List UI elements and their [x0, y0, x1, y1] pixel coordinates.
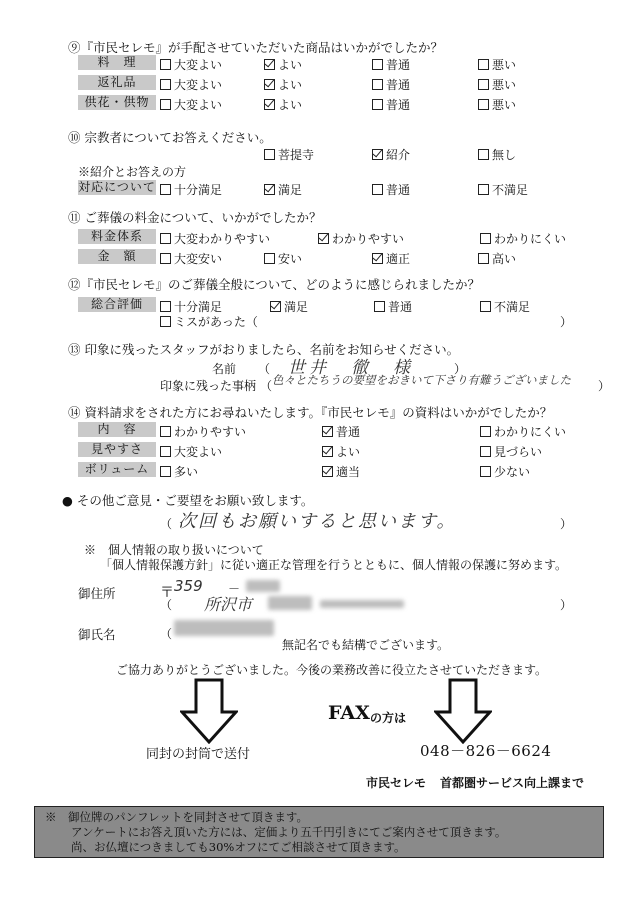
option-label: 紹介 [386, 148, 411, 162]
option-label: 大変わかりやすい [174, 232, 271, 246]
q13-event-label: 印象に残った事柄 [160, 379, 257, 393]
option [160, 56, 222, 73]
option-label: 無し [492, 148, 517, 162]
option [322, 423, 360, 440]
checkbox[interactable] [160, 99, 171, 110]
checkbox[interactable] [264, 253, 275, 264]
redaction [174, 620, 274, 636]
left-send-text: 同封の封筒で送付 [146, 747, 251, 762]
option-label: 普通 [388, 300, 413, 314]
q11-title: ⑪ ご葬儀の料金について、いかがでしたか？ [68, 210, 322, 225]
option-label: わかりにくい [494, 232, 567, 246]
checkbox-checked[interactable] [322, 426, 333, 437]
option [372, 76, 410, 93]
option [478, 76, 516, 93]
paren-open: （ [160, 627, 173, 641]
q13-event-value: 色々とたちうの要望をおきいて下さり有難うございました [272, 373, 571, 387]
option [160, 230, 270, 247]
option-label: よい [278, 78, 303, 92]
q12-mistake [160, 313, 258, 330]
down-arrow-icon [180, 678, 238, 744]
footer-line3: 尚、お仏壇につきましても30%オフにてご相談させて頂きます。 [71, 840, 406, 854]
paren-close: ） [560, 598, 573, 612]
option [478, 181, 528, 198]
redaction [268, 596, 312, 610]
zip-dash: － [228, 582, 241, 596]
option [264, 56, 302, 73]
q13-name-label: 名前 [212, 362, 237, 376]
option-label: わかりやすい [174, 425, 247, 439]
option-label: わかりにくい [494, 425, 567, 439]
checkbox[interactable] [160, 446, 171, 457]
other-value: 次回もお願いすると思います。 [178, 511, 457, 532]
redaction [246, 580, 280, 592]
q10-note: ※紹介とお答えの方 [78, 165, 187, 179]
option [374, 298, 412, 315]
checkbox[interactable] [160, 59, 171, 70]
option-label: 満足 [278, 183, 303, 197]
checkbox[interactable] [478, 99, 489, 110]
checkbox[interactable] [478, 149, 489, 160]
checkbox[interactable] [160, 301, 171, 312]
checkbox[interactable] [480, 233, 491, 244]
checkbox[interactable] [160, 253, 171, 264]
option-label: 普通 [386, 98, 411, 112]
q14-title: ⑭ 資料請求をされた方にお尋ねいたします。『市民セレモ』の資料はいかがでしたか？ [68, 405, 553, 420]
option [160, 76, 222, 93]
option [478, 56, 516, 73]
q12-title: ⑫『市民セレモ』のご葬儀全般について、どのように感じられましたか？ [68, 277, 481, 292]
option [264, 250, 302, 267]
option [160, 181, 222, 198]
checkbox[interactable] [478, 184, 489, 195]
option-label: 多い [174, 465, 199, 479]
option [160, 250, 222, 267]
paren-open: （ [160, 598, 173, 612]
option [264, 181, 302, 198]
option-label: 大変よい [174, 98, 223, 112]
checkbox[interactable] [160, 233, 171, 244]
row-label: 内 容 [78, 422, 156, 437]
option-label: 悪い [492, 98, 517, 112]
paren-close: ） [560, 517, 573, 531]
option [372, 56, 410, 73]
option [322, 443, 360, 460]
paren-close: ） [454, 362, 467, 376]
option-label: 菩提寺 [278, 148, 315, 162]
checkbox[interactable] [372, 184, 383, 195]
option [160, 443, 222, 460]
row-label: 見やすさ [78, 442, 156, 457]
checkbox-checked[interactable] [264, 59, 275, 70]
option [372, 146, 410, 163]
option [322, 463, 360, 480]
privacy-line1: ※ 個人情報の取り扱いについて [84, 543, 264, 557]
department-name: 首都圏サービス向上課まで [440, 776, 585, 790]
option [480, 463, 530, 480]
option-label: 普通 [386, 183, 411, 197]
option-label: 大変よい [174, 58, 223, 72]
row-label: 返礼品 [78, 75, 156, 90]
option-label: 適当 [336, 465, 361, 479]
option [264, 76, 302, 93]
city-value: 所沢市 [204, 595, 253, 614]
down-arrow-icon [434, 678, 492, 744]
option [480, 230, 566, 247]
checkbox[interactable] [160, 79, 171, 90]
option [160, 96, 222, 113]
checkbox[interactable] [374, 301, 385, 312]
option-label: 普通 [386, 78, 411, 92]
option-label: わかりやすい [332, 232, 405, 246]
checkbox[interactable] [372, 79, 383, 90]
row-label: 供花・供物 [78, 95, 156, 110]
footer-line1: ※ 御位牌のパンフレットを同封させて頂きます。 [45, 810, 309, 824]
checkbox[interactable] [160, 426, 171, 437]
checkbox[interactable] [478, 59, 489, 70]
checkbox[interactable] [160, 466, 171, 477]
name-label: 御氏名 [78, 627, 116, 642]
q13-name-value: 世井 徹 様 [288, 358, 414, 378]
footer-line2: アンケートにお答え頂いた方には、定価より五千円引きにてご案内させて頂きます。 [71, 825, 507, 839]
checkbox-checked[interactable] [264, 184, 275, 195]
row-label: 対応について [78, 180, 156, 194]
option [478, 146, 516, 163]
checkbox[interactable] [478, 253, 489, 264]
footer-box [34, 806, 604, 858]
checkbox[interactable] [480, 301, 491, 312]
paren-open: （ [160, 517, 173, 531]
checkbox-checked[interactable] [322, 446, 333, 457]
zip-value: 359 [174, 577, 203, 595]
checkbox-checked[interactable] [372, 149, 383, 160]
company-name: 市民セレモ [366, 776, 427, 790]
option-label: 不満足 [494, 300, 531, 314]
paren-close: ） [560, 315, 573, 329]
option [372, 181, 410, 198]
q9-title: ⑨『市民セレモ』が手配させていただいた商品はいかがでしたか？ [68, 40, 444, 55]
option-label: 満足 [284, 300, 309, 314]
option-label: 不満足 [492, 183, 529, 197]
checkbox[interactable] [160, 316, 171, 327]
checkbox[interactable] [372, 59, 383, 70]
q12-mistake-label: ミスがあった（ [174, 315, 258, 329]
option-label: 普通 [336, 425, 361, 439]
checkbox-checked[interactable] [270, 301, 281, 312]
checkbox[interactable] [480, 466, 491, 477]
zip-mark: 〒 [160, 585, 174, 601]
q13-title: ⑬ 印象に残ったスタッフがおりましたら、名前をお知らせください。 [68, 342, 460, 357]
row-label: 総合評価 [78, 297, 156, 312]
option-label: 大変安い [174, 252, 223, 266]
option-label: 高い [492, 252, 517, 266]
checkbox[interactable] [478, 79, 489, 90]
checkbox-checked[interactable] [318, 233, 329, 244]
option-label: 普通 [386, 58, 411, 72]
address-label: 御住所 [78, 586, 116, 601]
option [264, 146, 314, 163]
option-label: 適正 [386, 252, 411, 266]
option [478, 250, 516, 267]
row-label: 料 理 [78, 55, 156, 70]
option [160, 463, 198, 480]
row-label: 金 額 [78, 249, 156, 264]
option-label: 見づらい [494, 445, 543, 459]
checkbox-checked[interactable] [264, 99, 275, 110]
option [160, 423, 246, 440]
option [480, 298, 530, 315]
paren-open: （ [258, 362, 271, 376]
option [372, 250, 410, 267]
checkbox-checked[interactable] [372, 253, 383, 264]
option-label: よい [278, 58, 303, 72]
checkbox[interactable] [160, 184, 171, 195]
row-label: 料金体系 [78, 229, 156, 244]
checkbox[interactable] [264, 149, 275, 160]
option [264, 96, 302, 113]
option [478, 96, 516, 113]
option [270, 298, 308, 315]
option-label: よい [336, 445, 361, 459]
paren-close: ） [598, 379, 611, 393]
option [480, 443, 542, 460]
checkbox-checked[interactable] [322, 466, 333, 477]
option-label: 安い [278, 252, 303, 266]
privacy-line2: 「個人情報保護方針」に従い適正な管理を行うとともに、個人情報の保護に努めます。 [100, 558, 568, 572]
checkbox[interactable] [480, 426, 491, 437]
thanks-text: ご協力ありがとうございました。今後の業務改善に役立たさせていただきます。 [116, 663, 548, 677]
checkbox[interactable] [372, 99, 383, 110]
option-label: 大変よい [174, 445, 223, 459]
q10-title: ⑩ 宗教者についてお答えください。 [68, 130, 272, 145]
fax-number: 048－826－6624 [420, 742, 552, 760]
option [318, 230, 404, 247]
option-label: 大変よい [174, 78, 223, 92]
name-note: 無記名でも結構でございます。 [282, 638, 450, 652]
redaction [320, 600, 404, 608]
option-label: よい [278, 98, 303, 112]
other-title: ● その他ご意見・ご要望をお願い致します。 [62, 493, 314, 508]
fax-suffix: の方は [370, 711, 407, 725]
option-label: 悪い [492, 78, 517, 92]
option-label: 十分満足 [174, 183, 223, 197]
paren-open: （ [260, 379, 273, 393]
checkbox-checked[interactable] [264, 79, 275, 90]
option [372, 96, 410, 113]
row-label: ボリューム [78, 462, 156, 477]
option [480, 423, 566, 440]
fax-label: FAX [328, 702, 370, 724]
option-label: 少ない [494, 465, 531, 479]
checkbox[interactable] [480, 446, 491, 457]
option-label: 悪い [492, 58, 517, 72]
option-label: 十分満足 [174, 300, 223, 314]
